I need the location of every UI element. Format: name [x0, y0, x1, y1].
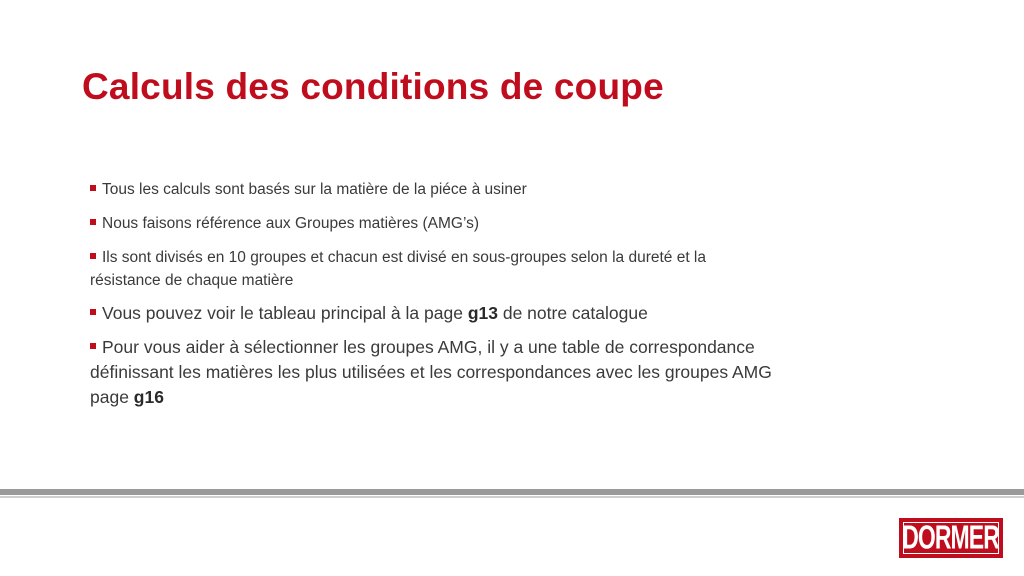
- bullet-text-after: de notre catalogue: [497, 303, 648, 323]
- dormer-logo: [899, 518, 1003, 558]
- bullet-item: [84, 335, 884, 410]
- slide-title: Calculs des conditions de coupe: [82, 66, 664, 107]
- square-bullet-icon: [90, 185, 96, 191]
- footer-divider: [0, 489, 1024, 495]
- page-reference: g13: [467, 303, 498, 323]
- square-bullet-icon: [90, 253, 96, 259]
- bullet-item: [84, 301, 884, 326]
- square-bullet-icon: [90, 309, 96, 315]
- bullet-item: [84, 212, 884, 235]
- logo-text: DORMER: [902, 518, 1000, 557]
- square-bullet-icon: [90, 343, 96, 349]
- bullet-item: [84, 246, 884, 292]
- bullet-text: Tous les calculs sont basés sur la matière de la piéce à usiner: [102, 181, 527, 198]
- square-bullet-icon: [90, 219, 96, 225]
- bullet-item: [84, 178, 884, 201]
- bullet-text-before: Vous pouvez voir le tableau principal à la page: [102, 303, 468, 323]
- bullet-text-line1: Pour vous aider à sélectionner les groupes AMG, il y a une table de correspondance: [102, 337, 755, 357]
- bullet-text-line2: résistance de chaque matière: [90, 272, 294, 289]
- bullet-text-line2: définissant les matières les plus utilisées et les correspondances avec les groupes AMG: [90, 362, 772, 382]
- bullet-text-line3: page: [90, 387, 134, 407]
- page-reference: g16: [133, 387, 164, 407]
- bullet-text: Nous faisons référence aux Groupes matières (AMG’s): [102, 215, 480, 232]
- bullet-text-line1: Ils sont divisés en 10 groupes et chacun est divisé en sous-groupes selon la dureté et la: [102, 249, 707, 266]
- footer-divider-shadow: [0, 496, 1024, 498]
- bullet-list: [84, 178, 884, 410]
